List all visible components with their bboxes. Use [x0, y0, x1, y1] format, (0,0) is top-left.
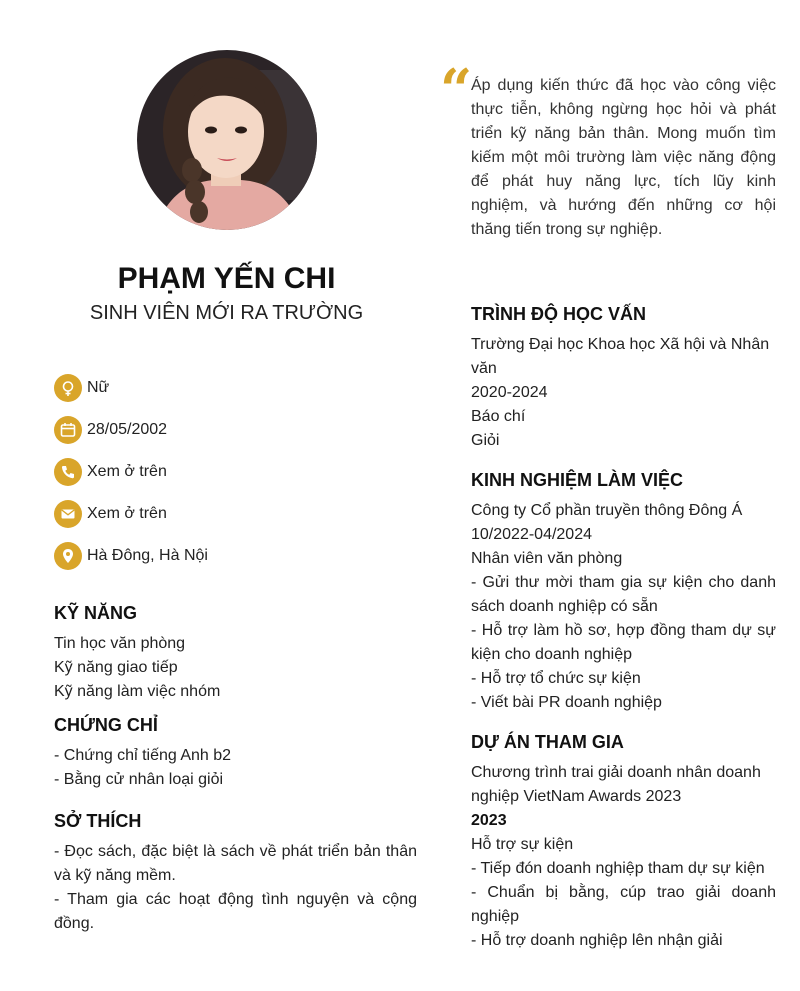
contact-item-location: [54, 542, 414, 570]
skill-item: Kỹ năng làm việc nhóm: [54, 683, 221, 700]
contact-location-text: Hà Đông, Hà Nội: [87, 547, 208, 564]
skills-title: KỸ NĂNG: [54, 603, 138, 623]
hobby-item: - Đọc sách, đặc biệt là sách về phát triển bản thân và kỹ năng mềm.: [54, 843, 417, 884]
contact-item-birthday: [54, 416, 414, 444]
project-duty: - Tiếp đón doanh nghiệp tham dự sự kiện: [471, 860, 765, 877]
contact-phone-text: Xem ở trên: [87, 463, 167, 480]
certificates-title: CHỨNG CHỈ: [54, 715, 158, 735]
education-period: 2020-2024: [471, 384, 548, 401]
experience-duty: - Viết bài PR doanh nghiệp: [471, 694, 662, 711]
experience-company: Công ty Cổ phần truyền thông Đông Á: [471, 502, 743, 519]
contact-item-email: [54, 500, 414, 528]
projects-section: [471, 732, 776, 953]
experience-period: 10/2022-04/2024: [471, 526, 592, 543]
certificates-section: [54, 715, 417, 792]
contact-list: [54, 374, 414, 584]
project-role: Hỗ trợ sự kiện: [471, 836, 574, 853]
certificate-item: - Bằng cử nhân loại giỏi: [54, 771, 224, 788]
experience-duty: - Hỗ trợ làm hồ sơ, hợp đồng tham dự sự kiện cho doanh nghiệp: [471, 622, 776, 663]
hobbies-title: SỞ THÍCH: [54, 811, 142, 831]
email-icon: [54, 500, 82, 528]
gender-icon: [54, 374, 82, 402]
education-grade: Giỏi: [471, 432, 500, 449]
calendar-icon: [54, 416, 82, 444]
quote-icon: “: [440, 57, 473, 123]
location-icon: [54, 542, 82, 570]
skills-section: [54, 603, 417, 704]
experience-title: KINH NGHIỆM LÀM VIỆC: [471, 470, 684, 490]
skill-item: Tin học văn phòng: [54, 635, 186, 652]
contact-birthday-text: 28/05/2002: [87, 421, 168, 438]
project-name: Chương trình trai giải doanh nhân doanh nghiệp VietNam Awards 2023: [471, 764, 761, 805]
avatar-photo: [137, 50, 317, 230]
education-section: [471, 304, 776, 453]
hobbies-section: [54, 811, 417, 936]
experience-duty: - Hỗ trợ tổ chức sự kiện: [471, 670, 641, 687]
education-major: Báo chí: [471, 408, 526, 425]
career-objective: Áp dụng kiến thức đã học vào công việc thực tiễn, không ngừng học hỏi và phát triển kỹ năng bản thân. Mong muốn tìm kiếm một môi trường làm việc năng động để phát huy năng lực, tích lũy kinh nghiệm, và hướng đến những cơ hội thăng tiến trong sự nghiệp.: [471, 77, 776, 238]
contact-email-text: Xem ở trên: [87, 505, 167, 522]
avatar: [137, 50, 317, 230]
contact-gender-text: Nữ: [87, 379, 110, 396]
certificate-item: - Chứng chỉ tiếng Anh b2: [54, 747, 232, 764]
skill-item: Kỹ năng giao tiếp: [54, 659, 178, 676]
contact-item-phone: [54, 458, 414, 486]
experience-duty: - Gửi thư mời tham gia sự kiện cho danh sách doanh nghiệp có sẵn: [471, 574, 776, 615]
education-title: TRÌNH ĐỘ HỌC VẤN: [471, 304, 646, 324]
experience-section: [471, 470, 776, 715]
project-duty: - Chuẩn bị bằng, cúp trao giải doanh nghiệp: [471, 884, 776, 925]
phone-icon: [54, 458, 82, 486]
education-school: Trường Đại học Khoa học Xã hội và Nhân văn: [471, 336, 770, 377]
hobby-item: - Tham gia các hoạt động tình nguyện và cộng đồng.: [54, 891, 417, 932]
experience-position: Nhân viên văn phòng: [471, 550, 623, 567]
contact-item-gender: [54, 374, 414, 402]
candidate-role: SINH VIÊN MỚI RA TRƯỜNG: [89, 302, 364, 324]
project-year: 2023: [471, 812, 507, 829]
projects-title: DỰ ÁN THAM GIA: [471, 732, 624, 752]
candidate-name: PHẠM YẾN CHI: [117, 262, 336, 295]
project-duty: - Hỗ trợ doanh nghiệp lên nhận giải: [471, 932, 723, 949]
